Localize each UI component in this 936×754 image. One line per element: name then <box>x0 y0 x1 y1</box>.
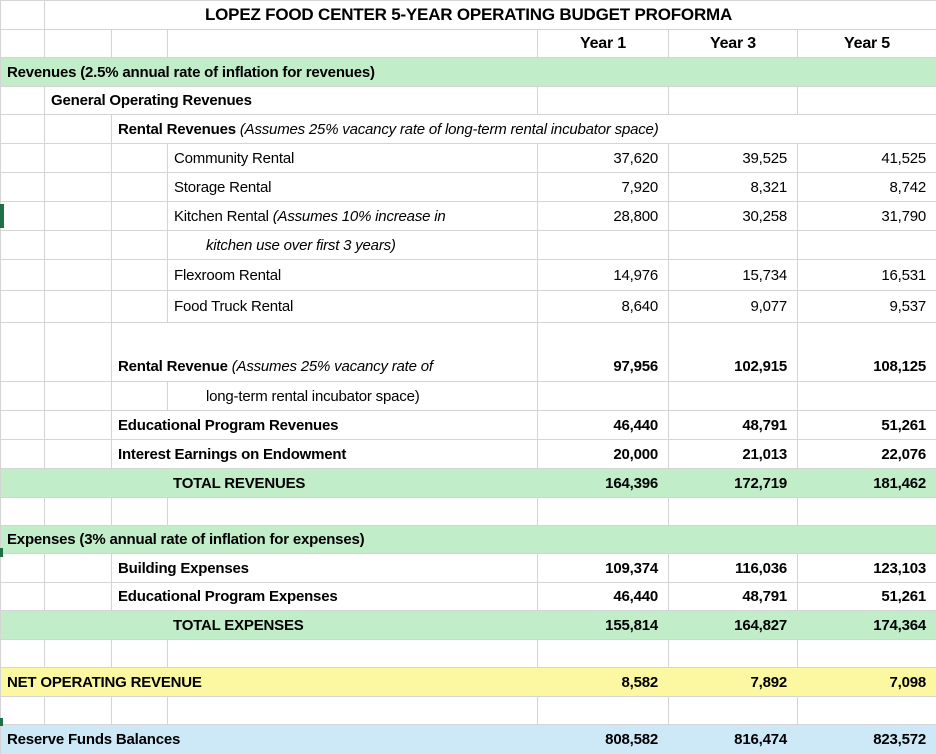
cell-building-expenses-ind0[interactable] <box>1 554 45 583</box>
row-building-expenses <box>1 554 936 583</box>
cell-educational-program-expenses-year1[interactable]: 46,440 <box>538 583 669 611</box>
label-expenses-section-header-part0: Expenses (3% annual rate of inflation for expenses) <box>7 531 365 548</box>
cell-kitchen-rental-note-year5[interactable] <box>798 231 936 260</box>
cell-educational-program-expenses-year5[interactable]: 51,261 <box>798 583 936 611</box>
cell-storage-rental-ind2[interactable] <box>112 173 168 202</box>
cell-flexroom-rental-ind2[interactable] <box>112 260 168 291</box>
cell-building-expenses-ind1[interactable] <box>45 554 112 583</box>
row-revenues-section-header <box>1 58 936 87</box>
label-food-truck-rental-part0: Food Truck Rental <box>174 298 294 315</box>
label-storage-rental-part0: Storage Rental <box>174 178 272 196</box>
cell-interest-earnings-endowment-year3[interactable]: 21,013 <box>669 440 798 469</box>
cell-community-rental-year3[interactable]: 39,525 <box>669 144 798 173</box>
cell-reserve-funds-balances-year5[interactable]: 823,572 <box>798 725 936 754</box>
label-educational-program-expenses-part0: Educational Program Expenses <box>118 588 338 605</box>
row-net-operating-revenue <box>1 668 936 697</box>
cell-interest-earnings-endowment-year5[interactable]: 22,076 <box>798 440 936 469</box>
row-rental-revenues-header <box>1 115 936 144</box>
label-rental-revenue-subtotal-part0: Rental Revenue <box>118 358 232 375</box>
cell-spacer-3-1[interactable] <box>45 697 112 725</box>
cell-spacer-1-1[interactable] <box>45 498 112 526</box>
row-educational-program-revenues <box>1 411 936 440</box>
label-net-operating-revenue-part0: NET OPERATING REVENUE <box>7 673 202 691</box>
cell-building-expenses-year3[interactable]: 116,036 <box>669 554 798 583</box>
cell-building-expenses-year1[interactable]: 109,374 <box>538 554 669 583</box>
cell-net-operating-revenue-year5[interactable]: 7,098 <box>798 668 936 697</box>
cell-kitchen-rental-label[interactable] <box>168 202 538 231</box>
cell-rental-revenue-note-ind1[interactable] <box>45 382 112 411</box>
cell-kitchen-rental-ind2[interactable] <box>112 202 168 231</box>
label-community-rental-part0: Community Rental <box>174 149 295 167</box>
cell-spacer-2-0[interactable] <box>1 640 45 668</box>
cell-educational-program-revenues-year3[interactable]: 48,791 <box>669 411 798 440</box>
cell-building-expenses-label[interactable] <box>112 554 538 583</box>
cell-kitchen-rental-year1[interactable]: 28,800 <box>538 202 669 231</box>
row-rental-revenue-note <box>1 382 936 411</box>
cell-kitchen-rental-ind1[interactable] <box>45 202 112 231</box>
cell-general-operating-revenues-label[interactable] <box>45 87 538 115</box>
row-spacer-2 <box>1 640 936 668</box>
cell-educational-program-revenues-year5[interactable]: 51,261 <box>798 411 936 440</box>
cell-community-rental-label[interactable] <box>168 144 538 173</box>
row-marker-2 <box>0 718 3 726</box>
label-flexroom-rental-part0: Flexroom Rental <box>174 266 282 284</box>
cell-rental-revenues-header-label[interactable] <box>112 115 936 144</box>
cell-kitchen-rental-note-year3[interactable] <box>669 231 798 260</box>
cell-spacer-2-5[interactable] <box>669 640 798 668</box>
row-food-truck-rental <box>1 291 936 323</box>
cell-net-operating-revenue-year1[interactable]: 8,582 <box>538 668 669 697</box>
label-kitchen-rental-note-part0: kitchen use over first 3 years) <box>206 236 396 254</box>
row-expenses-section-header <box>1 526 936 554</box>
label-rental-revenue-subtotal-part1: (Assumes 25% vacancy rate of <box>231 358 433 375</box>
page-title: LOPEZ FOOD CENTER 5-YEAR OPERATING BUDGET PROFORMA <box>45 1 936 30</box>
cell-spacer-3-2[interactable] <box>112 697 168 725</box>
cell-total-expenses-year5[interactable]: 174,364 <box>798 611 936 640</box>
cell-net-operating-revenue-label[interactable] <box>1 668 538 697</box>
cell-spacer-2-6[interactable] <box>798 640 936 668</box>
cell-kitchen-rental-year3[interactable]: 30,258 <box>669 202 798 231</box>
cell-community-rental-year5[interactable]: 41,525 <box>798 144 936 173</box>
cell-interest-earnings-endowment-year1[interactable]: 20,000 <box>538 440 669 469</box>
cell-kitchen-rental-note-ind0[interactable] <box>1 231 45 260</box>
cell-spacer-1-3[interactable] <box>168 498 538 526</box>
cell-rental-revenue-note-year5[interactable] <box>798 382 936 411</box>
label-total-revenues-part0: TOTAL REVENUES <box>173 474 306 492</box>
cell-kitchen-rental-note-ind2[interactable] <box>112 231 168 260</box>
cell-storage-rental-year3[interactable]: 8,321 <box>669 173 798 202</box>
cell-storage-rental-year1[interactable]: 7,920 <box>538 173 669 202</box>
row-flexroom-rental <box>1 260 936 291</box>
row-storage-rental <box>1 173 936 202</box>
cell-spacer-3-4[interactable] <box>538 697 669 725</box>
cell-rental-revenue-note-ind0[interactable] <box>1 382 45 411</box>
row-reserve-funds-balances <box>1 725 936 754</box>
row-spacer-1 <box>1 498 936 526</box>
cell-total-expenses-year1[interactable]: 155,814 <box>538 611 669 640</box>
cell-food-truck-rental-ind0[interactable] <box>1 291 45 323</box>
cell-kitchen-rental-note-ind1[interactable] <box>45 231 112 260</box>
cell-educational-program-revenues-ind1[interactable] <box>45 411 112 440</box>
row-general-operating-revenues <box>1 87 936 115</box>
cell-interest-earnings-endowment-label[interactable] <box>112 440 538 469</box>
cell-rental-revenue-subtotal-ind1[interactable] <box>45 323 112 382</box>
cell-building-expenses-year5[interactable]: 123,103 <box>798 554 936 583</box>
cell-spacer-1-2[interactable] <box>112 498 168 526</box>
cell-educational-program-expenses-label[interactable] <box>112 583 538 611</box>
cell-general-operating-revenues-year3[interactable] <box>669 87 798 115</box>
cell-spacer-2-3[interactable] <box>168 640 538 668</box>
cell-reserve-funds-balances-year3[interactable]: 816,474 <box>669 725 798 754</box>
row-total-expenses <box>1 611 936 640</box>
cell-food-truck-rental-ind1[interactable] <box>45 291 112 323</box>
cell-rental-revenues-header-ind1[interactable] <box>45 115 112 144</box>
label-rental-revenues-header-part0: Rental Revenues <box>118 120 240 138</box>
cell-educational-program-expenses-year3[interactable]: 48,791 <box>669 583 798 611</box>
cell-community-rental-ind2[interactable] <box>112 144 168 173</box>
label-building-expenses-part0: Building Expenses <box>118 559 249 577</box>
cell-interest-earnings-endowment-ind1[interactable] <box>45 440 112 469</box>
cell-community-rental-year1[interactable]: 37,620 <box>538 144 669 173</box>
cell-spacer-3-0[interactable] <box>1 697 45 725</box>
cell-spacer-3-6[interactable] <box>798 697 936 725</box>
cell-storage-rental-ind0[interactable] <box>1 173 45 202</box>
row-educational-program-expenses <box>1 583 936 611</box>
cell-spacer-2-1[interactable] <box>45 640 112 668</box>
label-rental-revenues-header-part1: (Assumes 25% vacancy rate of long-term rental incubator space) <box>239 120 659 138</box>
cell-rental-revenue-note-year1[interactable] <box>538 382 669 411</box>
cell-spacer-2-4[interactable] <box>538 640 669 668</box>
cell-storage-rental-label[interactable] <box>168 173 538 202</box>
cell-flexroom-rental-year3[interactable]: 15,734 <box>669 260 798 291</box>
year-1-header[interactable]: Year 1 <box>538 30 669 58</box>
cell-title-left-spacer[interactable] <box>1 1 45 30</box>
cell-kitchen-rental-year5[interactable]: 31,790 <box>798 202 936 231</box>
cell-rental-revenue-subtotal-label[interactable] <box>112 323 538 382</box>
cell-rental-revenue-subtotal-ind0[interactable] <box>1 323 45 382</box>
cell-spacer-3-5[interactable] <box>669 697 798 725</box>
cell-rental-revenue-subtotal-year3[interactable]: 102,915 <box>669 323 798 382</box>
cell-yearrow-a[interactable] <box>1 30 45 58</box>
label-total-expenses-part0: TOTAL EXPENSES <box>173 616 304 634</box>
row-spacer-3 <box>1 697 936 725</box>
cell-flexroom-rental-ind1[interactable] <box>45 260 112 291</box>
label-interest-earnings-endowment-part0: Interest Earnings on Endowment <box>118 445 347 463</box>
cell-total-expenses-year3[interactable]: 164,827 <box>669 611 798 640</box>
cell-kitchen-rental-note-year1[interactable] <box>538 231 669 260</box>
cell-community-rental-ind1[interactable] <box>45 144 112 173</box>
cell-kitchen-rental-note-label[interactable] <box>168 231 538 260</box>
cell-spacer-1-0[interactable] <box>1 498 45 526</box>
cell-spacer-1-6[interactable] <box>798 498 936 526</box>
label-revenues-section-header-part0: Revenues (2.5% annual rate of inflation for revenues) <box>7 63 375 81</box>
row-community-rental <box>1 144 936 173</box>
row-title <box>1 1 936 30</box>
cell-food-truck-rental-ind2[interactable] <box>112 291 168 323</box>
year-3-header[interactable]: Year 3 <box>669 30 798 58</box>
cell-food-truck-rental-year1[interactable]: 8,640 <box>538 291 669 323</box>
row-total-revenues <box>1 469 936 498</box>
row-kitchen-rental-note <box>1 231 936 260</box>
cell-rental-revenue-note-year3[interactable] <box>669 382 798 411</box>
cell-general-operating-revenues-year1[interactable] <box>538 87 669 115</box>
cell-total-revenues-year1[interactable]: 164,396 <box>538 469 669 498</box>
cell-spacer-1-4[interactable] <box>538 498 669 526</box>
cell-rental-revenue-subtotal-year1[interactable]: 97,956 <box>538 323 669 382</box>
cell-reserve-funds-balances-year1[interactable]: 808,582 <box>538 725 669 754</box>
cell-general-operating-revenues-year5[interactable] <box>798 87 936 115</box>
cell-rental-revenue-note-label[interactable] <box>168 382 538 411</box>
cell-educational-program-revenues-label[interactable] <box>112 411 538 440</box>
cell-general-operating-revenues-ind0[interactable] <box>1 87 45 115</box>
cell-community-rental-ind0[interactable] <box>1 144 45 173</box>
cell-food-truck-rental-year3[interactable]: 9,077 <box>669 291 798 323</box>
cell-yearrow-d[interactable] <box>168 30 538 58</box>
label-kitchen-rental-part0: Kitchen Rental <box>174 207 273 225</box>
cell-total-revenues-label[interactable] <box>1 469 538 498</box>
row-interest-earnings-endowment <box>1 440 936 469</box>
label-reserve-funds-balances-part0: Reserve Funds Balances <box>7 731 181 748</box>
cell-spacer-1-5[interactable] <box>669 498 798 526</box>
cell-flexroom-rental-label[interactable] <box>168 260 538 291</box>
cell-expenses-section-header[interactable] <box>1 526 936 554</box>
year-5-header[interactable]: Year 5 <box>798 30 936 58</box>
cell-total-expenses-label[interactable] <box>1 611 538 640</box>
row-marker-0 <box>0 204 4 228</box>
cell-educational-program-revenues-ind0[interactable] <box>1 411 45 440</box>
cell-food-truck-rental-label[interactable] <box>168 291 538 323</box>
cell-total-revenues-year3[interactable]: 172,719 <box>669 469 798 498</box>
cell-storage-rental-year5[interactable]: 8,742 <box>798 173 936 202</box>
cell-educational-program-revenues-year1[interactable]: 46,440 <box>538 411 669 440</box>
cell-rental-revenue-note-ind2[interactable] <box>112 382 168 411</box>
cell-revenues-section-header[interactable] <box>1 58 936 87</box>
cell-spacer-2-2[interactable] <box>112 640 168 668</box>
cell-interest-earnings-endowment-ind0[interactable] <box>1 440 45 469</box>
cell-educational-program-expenses-ind1[interactable] <box>45 583 112 611</box>
row-year-headers <box>1 30 936 58</box>
cell-flexroom-rental-year5[interactable]: 16,531 <box>798 260 936 291</box>
row-marker-1 <box>0 548 3 557</box>
cell-rental-revenues-header-ind0[interactable] <box>1 115 45 144</box>
cell-storage-rental-ind1[interactable] <box>45 173 112 202</box>
label-educational-program-revenues-part0: Educational Program Revenues <box>118 416 339 434</box>
cell-kitchen-rental-ind0[interactable] <box>1 202 45 231</box>
cell-rental-revenue-subtotal-year5[interactable]: 108,125 <box>798 323 936 382</box>
cell-yearrow-b[interactable] <box>45 30 112 58</box>
label-kitchen-rental-part1: (Assumes 10% increase in <box>272 207 446 225</box>
cell-net-operating-revenue-year3[interactable]: 7,892 <box>669 668 798 697</box>
row-rental-revenue-subtotal <box>1 323 936 382</box>
cell-reserve-funds-balances-label[interactable] <box>1 725 538 754</box>
cell-flexroom-rental-year1[interactable]: 14,976 <box>538 260 669 291</box>
cell-total-revenues-year5[interactable]: 181,462 <box>798 469 936 498</box>
cell-spacer-3-3[interactable] <box>168 697 538 725</box>
label-rental-revenue-note-part0: long-term rental incubator space) <box>206 387 420 405</box>
cell-food-truck-rental-year5[interactable]: 9,537 <box>798 291 936 323</box>
cell-flexroom-rental-ind0[interactable] <box>1 260 45 291</box>
label-general-operating-revenues-part0: General Operating Revenues <box>51 92 252 109</box>
row-kitchen-rental <box>1 202 936 231</box>
cell-educational-program-expenses-ind0[interactable] <box>1 583 45 611</box>
cell-yearrow-c[interactable] <box>112 30 168 58</box>
